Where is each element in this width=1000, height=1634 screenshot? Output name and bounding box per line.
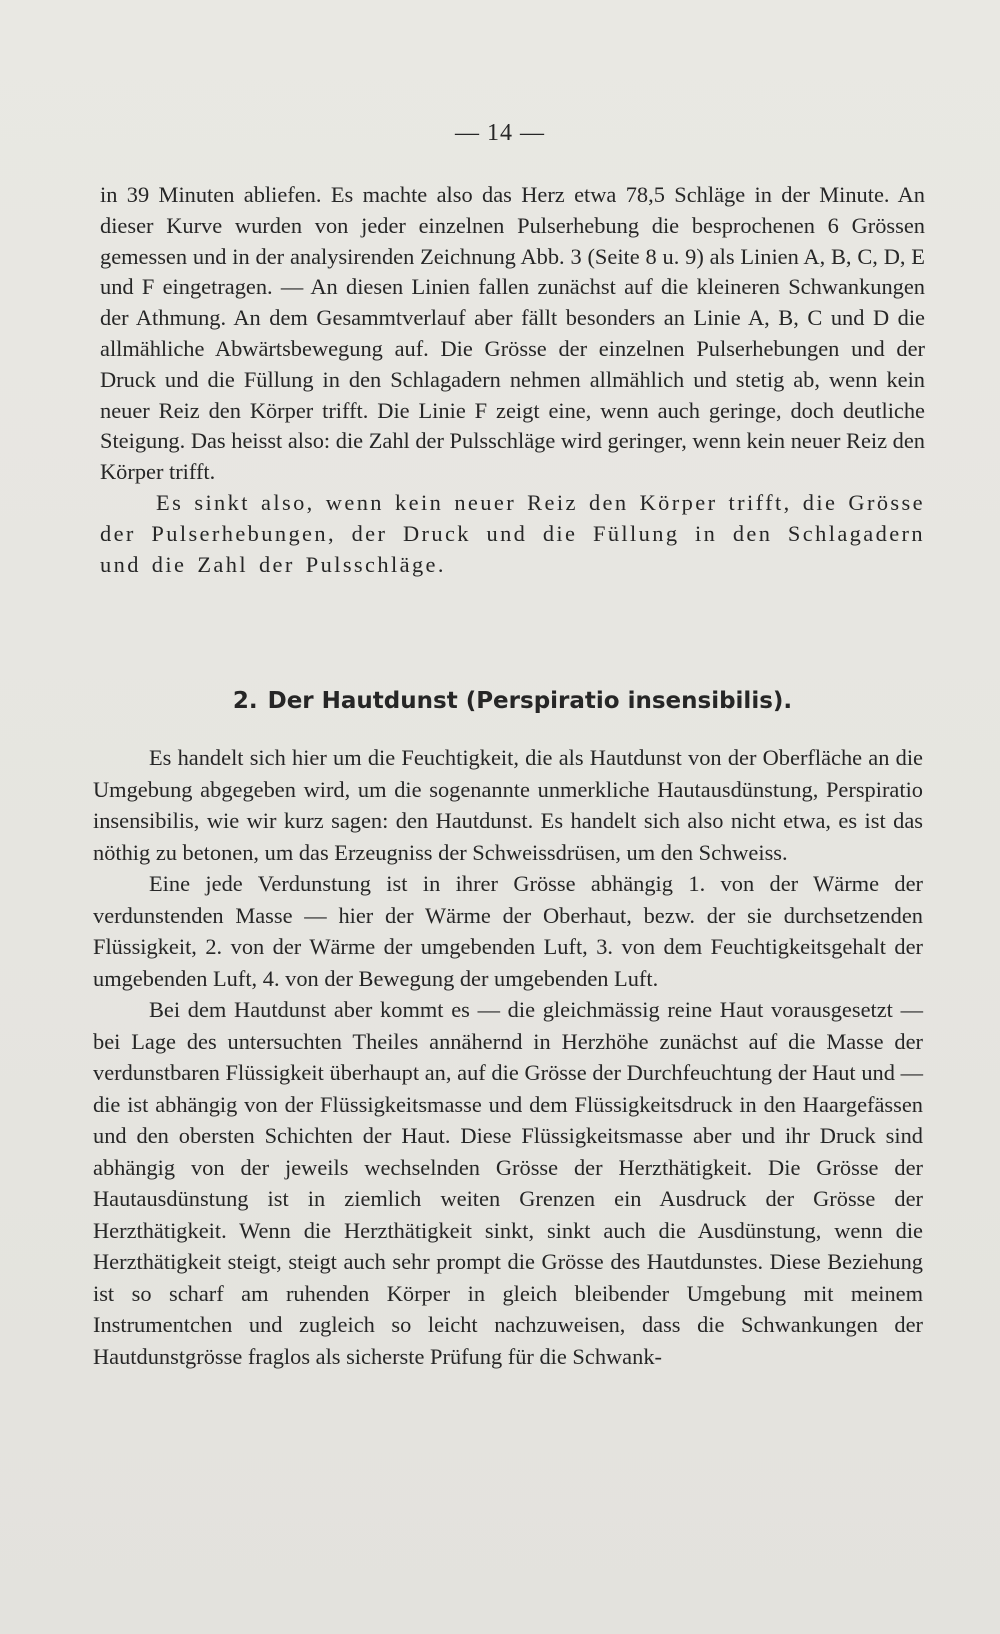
section-heading-wrapper <box>100 684 925 718</box>
paragraph-hautdunst-definition: Es handelt sich hier um die Feuchtigkeit, die als Hautdunst von der Oberfläche an die Umgebung abgegeben wird, um die sogenannte unmerkliche Hautausdünstung, Perspiratio insensibilis, wie wir kurz sagen: den Hautdunst. Es handelt sich also nicht etwa, es ist das nöthig zu betonen, um das Erzeugniss der Schweissdrüsen, um den Schweiss. <box>93 745 923 865</box>
section-heading <box>100 684 925 718</box>
paragraph-pulse-curve: in 39 Minuten abliefen. Es machte also das Herz etwa 78,5 Schläge in der Minute. An dieser Kurve wurden von jeder einzelnen Pulserhebung die besprochenen 6 Grössen gemessen und in der analysirenden Zeichnung Abb. 3 (Seite 8 u. 9) als Linien A, B, C, D, E und F eingetragen. — An diesen Linien fallen zunächst auf die kleineren Schwankungen der Athmung. An dem Gesammtverlauf aber fällt besonders an Linie A, B, C und D die allmähliche Abwärtsbewegung auf. Die Grösse der einzelnen Pulserhebungen und der Druck und die Füllung in den Schlagadern nehmen allmählich und stetig ab, wenn kein neuer Reiz den Körper trifft. Die Linie F zeigt eine, wenn auch geringe, doch deutliche Steigung. Das heisst also: die Zahl der Pulsschläge wird geringer, wenn kein neuer Reiz den Körper trifft. <box>100 182 925 485</box>
paragraph-herzthaetigkeit: Bei dem Hautdunst aber kommt es — die gleichmässig reine Haut vorausgesetzt — bei Lage des untersuchten Theiles annähernd in Herzhöhe zunächst auf die Masse der verdunstbaren Flüssigkeit überhaupt an, auf die Grösse der Durchfeuchtung der Haut und — die ist abhängig von der Flüssigkeitsmasse und dem Flüssigkeitsdruck in den Haargefässen und den obersten Schichten der Haut. Diese Flüssigkeitsmasse aber und ihr Druck sind abhängig von der jeweils wechselnden Grösse der Herzthätigkeit. Die Grösse der Hautausdünstung ist in ziemlich weiten Grenzen ein Ausdruck der Grösse der Herzthätigkeit. Wenn die Herzthätigkeit sinkt, sinkt auch die Ausdünstung, wenn die Herzthätigkeit steigt, steigt auch sehr prompt die Grösse des Hautdunstes. Diese Beziehung ist so scharf am ruhenden Körper in gleich bleibender Umgebung mit meinem Instrumentchen und zugleich so leicht nachzuweisen, dass die Schwankungen der Hautdunstgrösse fraglos als sicherste Prüfung für die Schwank- <box>93 997 923 1369</box>
section-title: Der Hautdunst (Perspiratio insensibilis). <box>267 688 793 714</box>
paragraph-summary-emphasized: Es sinkt also, wenn kein neuer Reiz den Körper trifft, die Grösse der Pulserhebungen, der Druck und die Füllung in den Schlagadern und die Zahl der Pulsschläge. <box>100 489 925 577</box>
page-number: — 14 — <box>455 120 545 146</box>
section-number: 2. <box>232 688 258 714</box>
text-block-top <box>100 180 925 580</box>
text-block-bottom <box>93 742 923 1372</box>
paragraph-verdunstung: Eine jede Verdunstung ist in ihrer Grösse abhängig 1. von der Wärme der verdunstenden Masse — hier der Wärme der Oberhaut, bezw. der sie durchsetzenden Flüssigkeit, 2. von der Wärme der umgebenden Luft, 3. von dem Feuchtigkeitsgehalt der umgebenden Luft, 4. von der Bewegung der umgebenden Luft. <box>93 871 923 991</box>
